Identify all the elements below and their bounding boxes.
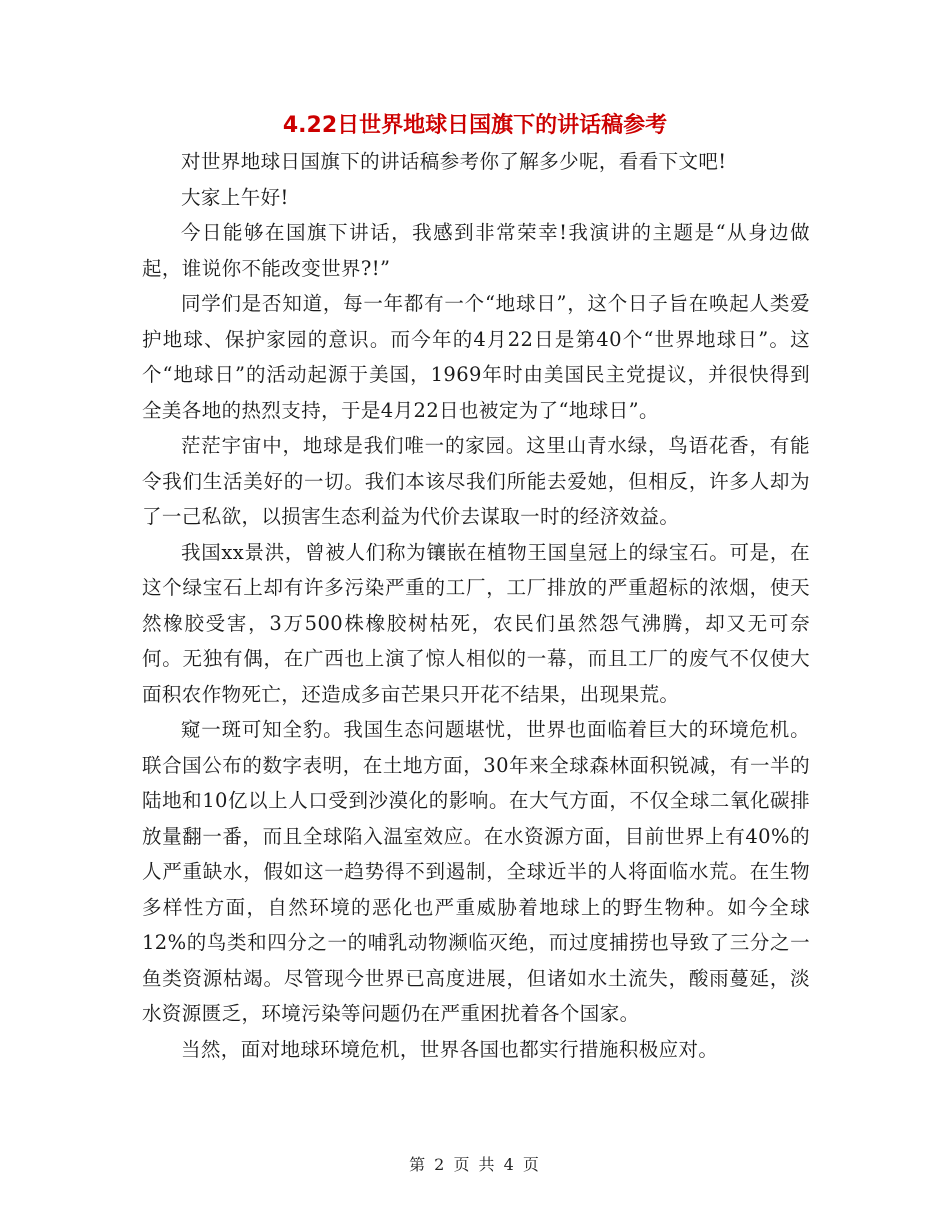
paragraph-jinghong: 我国xx景洪，曾被人们称为镶嵌在植物王国皇冠上的绿宝石。可是，在这个绿宝石上却有许多污染严重的工厂，工厂排放的严重超标的浓烟，使天然橡胶受害，3万500株橡胶树枯死，农民们虽然怨气沸腾，却又无可奈何。无独有偶，在广西也上演了惊人相似的一幕，而且工厂的废气不仅使大面积农作物死亡，还造成多亩芒果只开花不结果，出现果荒。 [142, 540, 810, 706]
paragraph-response: 当然，面对地球环境危机，世界各国也都实行措施积极应对。 [181, 1037, 719, 1061]
paragraph-topic: 今日能够在国旗下讲话，我感到非常荣幸!我演讲的主题是“从身边做起，谁说你不能改变世界?!” [142, 221, 810, 280]
paragraph-greeting: 大家上午好! [181, 185, 289, 209]
document-title: 4.22日世界地球日国旗下的讲话稿参考 [282, 113, 668, 138]
paragraph-earth-day-origin: 同学们是否知道，每一年都有一个“地球日”，这个日子旨在唤起人类爱护地球、保护家园的意识。而今年的4月22日是第40个“世界地球日”。这个“地球日”的活动起源于美国，1969年时由美国民主党提议，并很快得到全美各地的热烈支持，于是4月22日也被定为了“地球日”。 [142, 292, 810, 422]
paragraph-global-crisis: 窥一斑可知全豹。我国生态问题堪忧，世界也面临着巨大的环境危机。联合国公布的数字表明，在土地方面，30年来全球森林面积锐减，有一半的陆地和10亿以上人口受到沙漠化的影响。在大气方面，不仅全球二氧化碳排放量翻一番，而且全球陷入温室效应。在水资源方面，目前世界上有40%的人严重缺水，假如这一趋势得不到遏制，全球近半的人将面临水荒。在生物多样性方面，自然环境的恶化也严重威胁着地球上的野生物种。如今全球12%的鸟类和四分之一的哺乳动物濒临灭绝，而过度捕捞也导致了三分之一鱼类资源枯竭。尽管现今世界已高度进展，但诸如水土流失，酸雨蔓延，淡水资源匮乏，环境污染等问题仍在严重困扰着各个国家。 [142, 718, 810, 1025]
paragraph-our-home: 茫茫宇宙中，地球是我们唯一的家园。这里山青水绿，鸟语花香，有能令我们生活美好的一切。我们本该尽我们所能去爱她，但相反，许多人却为了一己私欲，以损害生态利益为代价去谋取一时的经济效益。 [142, 434, 810, 528]
paragraph-intro: 对世界地球日国旗下的讲话稿参考你了解多少呢，看看下文吧! [181, 150, 727, 173]
page-footer: 第 2 页 共 4 页 [409, 1155, 541, 1174]
document-body [142, 144, 810, 1067]
